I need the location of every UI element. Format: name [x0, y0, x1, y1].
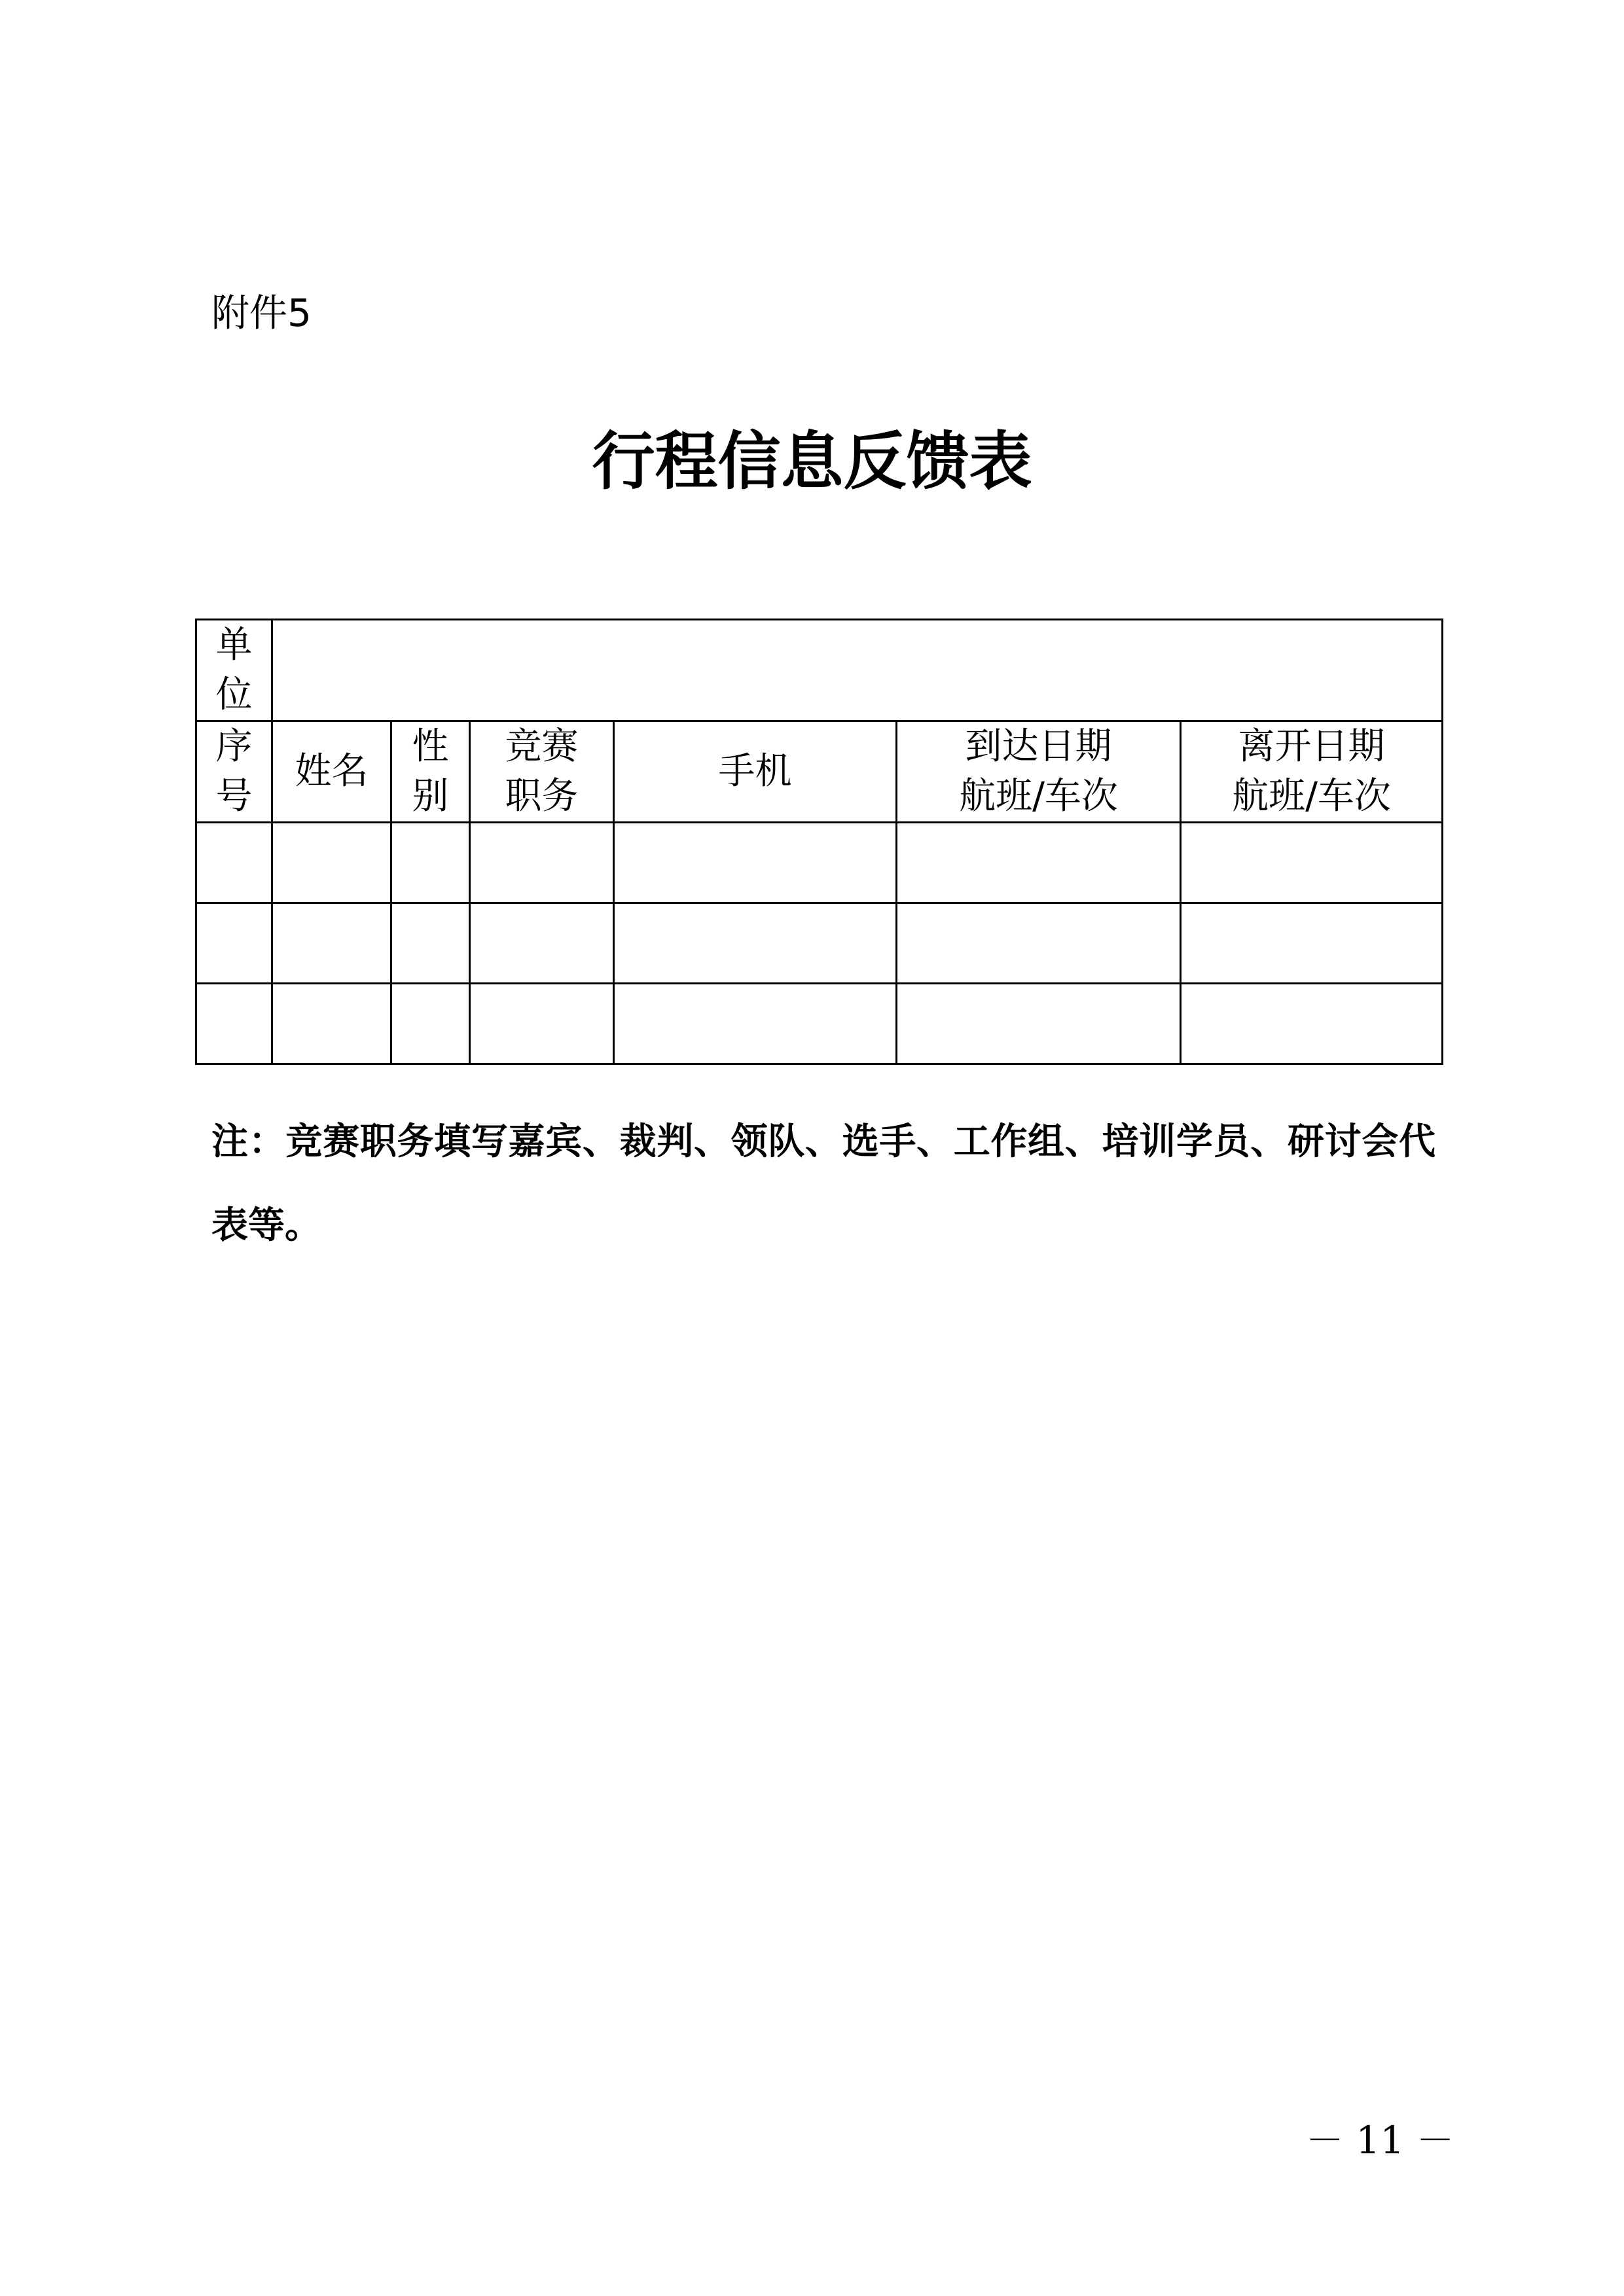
itinerary-table: [195, 619, 1443, 1065]
cell-gender[interactable]: [391, 984, 470, 1064]
header-gender: [391, 721, 470, 823]
page-title: 行程信息反馈表: [592, 424, 1032, 498]
cell-gender[interactable]: [391, 903, 470, 984]
cell-gender[interactable]: [391, 823, 470, 903]
unit-row: [196, 620, 1443, 721]
table-row: [196, 984, 1443, 1064]
header-departure-line2: 航班/车次: [1232, 775, 1391, 817]
unit-value-cell[interactable]: [272, 620, 1443, 721]
header-arrival-line2: 航班/车次: [959, 775, 1118, 817]
cell-departure[interactable]: [1181, 903, 1443, 984]
cell-phone[interactable]: [614, 903, 897, 984]
cell-seq[interactable]: [196, 903, 272, 984]
header-gender-label: 性别: [412, 725, 449, 817]
table-row: [196, 903, 1443, 984]
header-role-line1: 竞赛: [505, 725, 579, 768]
cell-phone[interactable]: [614, 823, 897, 903]
attachment-label: 附件5: [211, 291, 312, 335]
header-departure: [1181, 721, 1443, 823]
header-phone: 手机: [614, 721, 897, 823]
cell-arrival[interactable]: [897, 903, 1181, 984]
cell-role[interactable]: [470, 903, 614, 984]
cell-phone[interactable]: [614, 984, 897, 1064]
cell-name[interactable]: [272, 984, 391, 1064]
table-row: [196, 823, 1443, 903]
header-name: 姓名: [272, 721, 391, 823]
cell-name[interactable]: [272, 823, 391, 903]
cell-seq[interactable]: [196, 823, 272, 903]
header-row: [196, 721, 1443, 823]
page-number: － 11 －: [1306, 2118, 1454, 2162]
cell-role[interactable]: [470, 984, 614, 1064]
header-arrival-line1: 到达日期: [965, 725, 1112, 768]
unit-label: 单位: [215, 624, 253, 716]
cell-departure[interactable]: [1181, 984, 1443, 1064]
header-seq-label: 序号: [215, 725, 253, 817]
header-seq: [196, 721, 272, 823]
header-role-line2: 职务: [505, 775, 579, 817]
note-text: 注：竞赛职务填写嘉宾、裁判、领队、选手、工作组、培训学员、研讨会代表等。: [211, 1120, 1435, 1247]
header-role: [470, 721, 614, 823]
cell-arrival[interactable]: [897, 984, 1181, 1064]
cell-name[interactable]: [272, 903, 391, 984]
header-arrival: [897, 721, 1181, 823]
cell-arrival[interactable]: [897, 823, 1181, 903]
cell-departure[interactable]: [1181, 823, 1443, 903]
cell-seq[interactable]: [196, 984, 272, 1064]
unit-label-cell: [196, 620, 272, 721]
cell-role[interactable]: [470, 823, 614, 903]
header-departure-line1: 离开日期: [1238, 725, 1385, 768]
